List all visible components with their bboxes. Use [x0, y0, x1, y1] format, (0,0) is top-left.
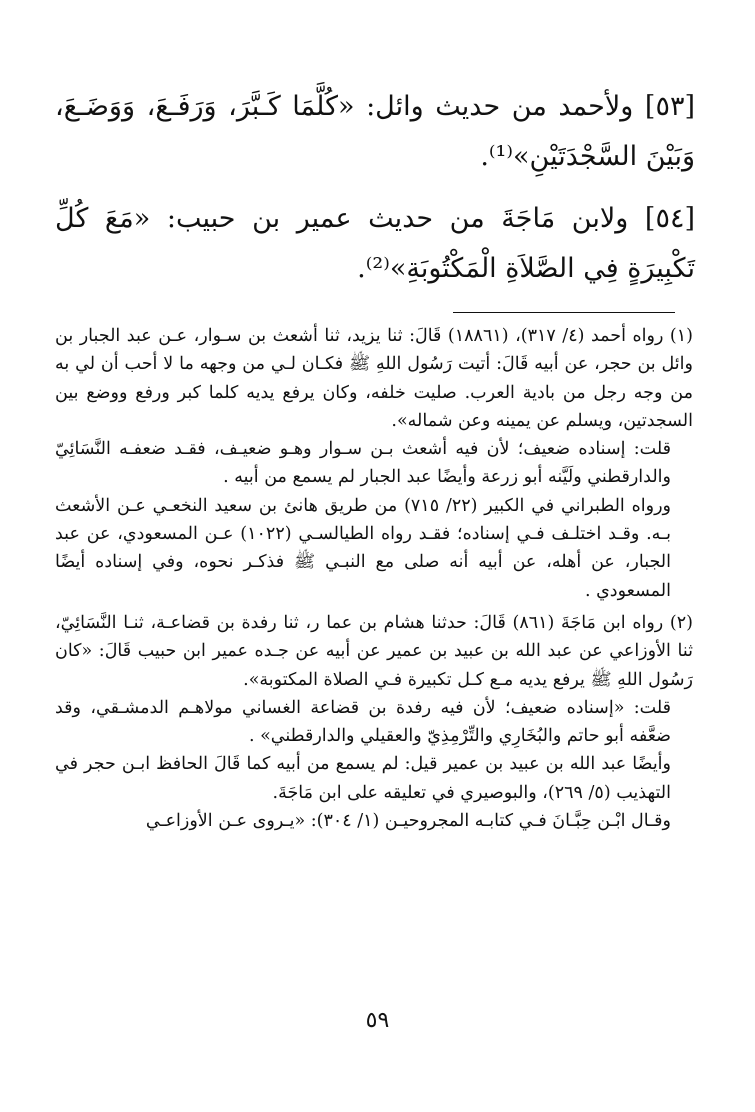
hadith-54: [٥٤] ولابن مَاجَةَ من حديث عمير بن حبيب: «مَعَ كُلِّ تَكْبِيرَةٍ فِي الصَّلاَةِ الْمَكْتُوبَةِ»⁽²⁾.	[55, 203, 695, 284]
footnote-2	[55, 609, 693, 835]
footnotes	[55, 322, 693, 839]
footnote-1-text: (١) رواه أحمد (٤/ ٣١٧)، (١٨٨٦١) قَالَ: ثنا يزيد، ثنا أشعث بن سـوار، عـن عبد الجبار بن وائل بن حجر، عن أبيه قَالَ: أتيت رَسُول اللهِ ﷺ فكـان لـي من وجهه ما لا أحب أن لي به من وجه رجل من بادية العرب. صليت خلفه، وكان يرفع يديه كلما كبر ورفع ووضع بين السجدتين، ويسلم عن يمينه وعن شماله».	[55, 326, 693, 431]
page-number: ٥٩	[365, 1008, 390, 1033]
footnote-2-comment-3: وقـال ابْـن حِبَّـانَ فـي كتابـه المجروحيـن (١/ ٣٠٤): «يـروى عـن الأوزاعـي	[145, 811, 671, 832]
footnote-1	[55, 322, 693, 605]
footnote-1-comment-2: ورواه الطبراني في الكبير (٢٢/ ٧١٥) من طريق هانئ بن سعيد النخعـي عـن الأشعث بـه. وقـد اختلـف فـي إسناده؛ فقـد رواه الطيالسـي (١٠٢٢) عـن المسعودي، عن عبد الجبار، عن أهله، عن أبيه أنه صلى مع النبـي ﷺ فذكـر نحوه، وفي إسناده أيضًا المسعودي .	[55, 495, 672, 601]
main-text	[55, 82, 695, 306]
footnote-2-comment-1: قلت: «إسناده ضعيف؛ لأن فيه رفدة بن قضاعة الغساني مولاهـم الدمشـقي، وقد ضعَّفه أبو حاتم والبُخَارِي والتِّرْمِذِيّ والعقيلي والدارقطني» .	[55, 697, 671, 747]
footnote-separator	[453, 312, 675, 313]
footnote-2-text: (٢) رواه ابن مَاجَةَ (٨٦١) قَالَ: حدثنا هشام بن عما ر، ثنا رفدة بن قضاعـة، ثنـا النَّسَائِيّ، ثنا الأوزاعي عن عبد الله بن عبيد بن عمير عن أبيه عن جـده عمير ابن حبيب قَالَ: «كان رَسُول اللهِ ﷺ يرفع يديه مـع كـل تكبيرة فـي الصلاة المكتوبة».	[55, 612, 693, 690]
footnote-2-comment-2: وأيضًا عبد الله بن عبيد بن عمير قيل: لم يسمع من أبيه كما قَالَ الحافظ ابـن حجر في التهذيب (٥/ ٢٦٩)، والبوصيري في تعليقه على ابن مَاجَةَ.	[55, 754, 671, 803]
footnote-1-comment-1: قلت: إسناده ضعيف؛ لأن فيه أشعث بـن سـوار وهـو ضعيـف، فقـد ضعفـه النَّسَائِيّ والدارقطني ولَيَّنه أبو زرعة وأيضًا عبد الجبار لم يسمع من أبيه .	[55, 439, 671, 488]
hadith-53: [٥٣] ولأحمد من حديث وائل: «كُلَّمَا كَـبَّرَ، وَرَفَـعَ، وَوَضَـعَ، وَبَيْنَ السَّجْدَتَيْنِ»⁽¹⁾.	[55, 91, 695, 172]
